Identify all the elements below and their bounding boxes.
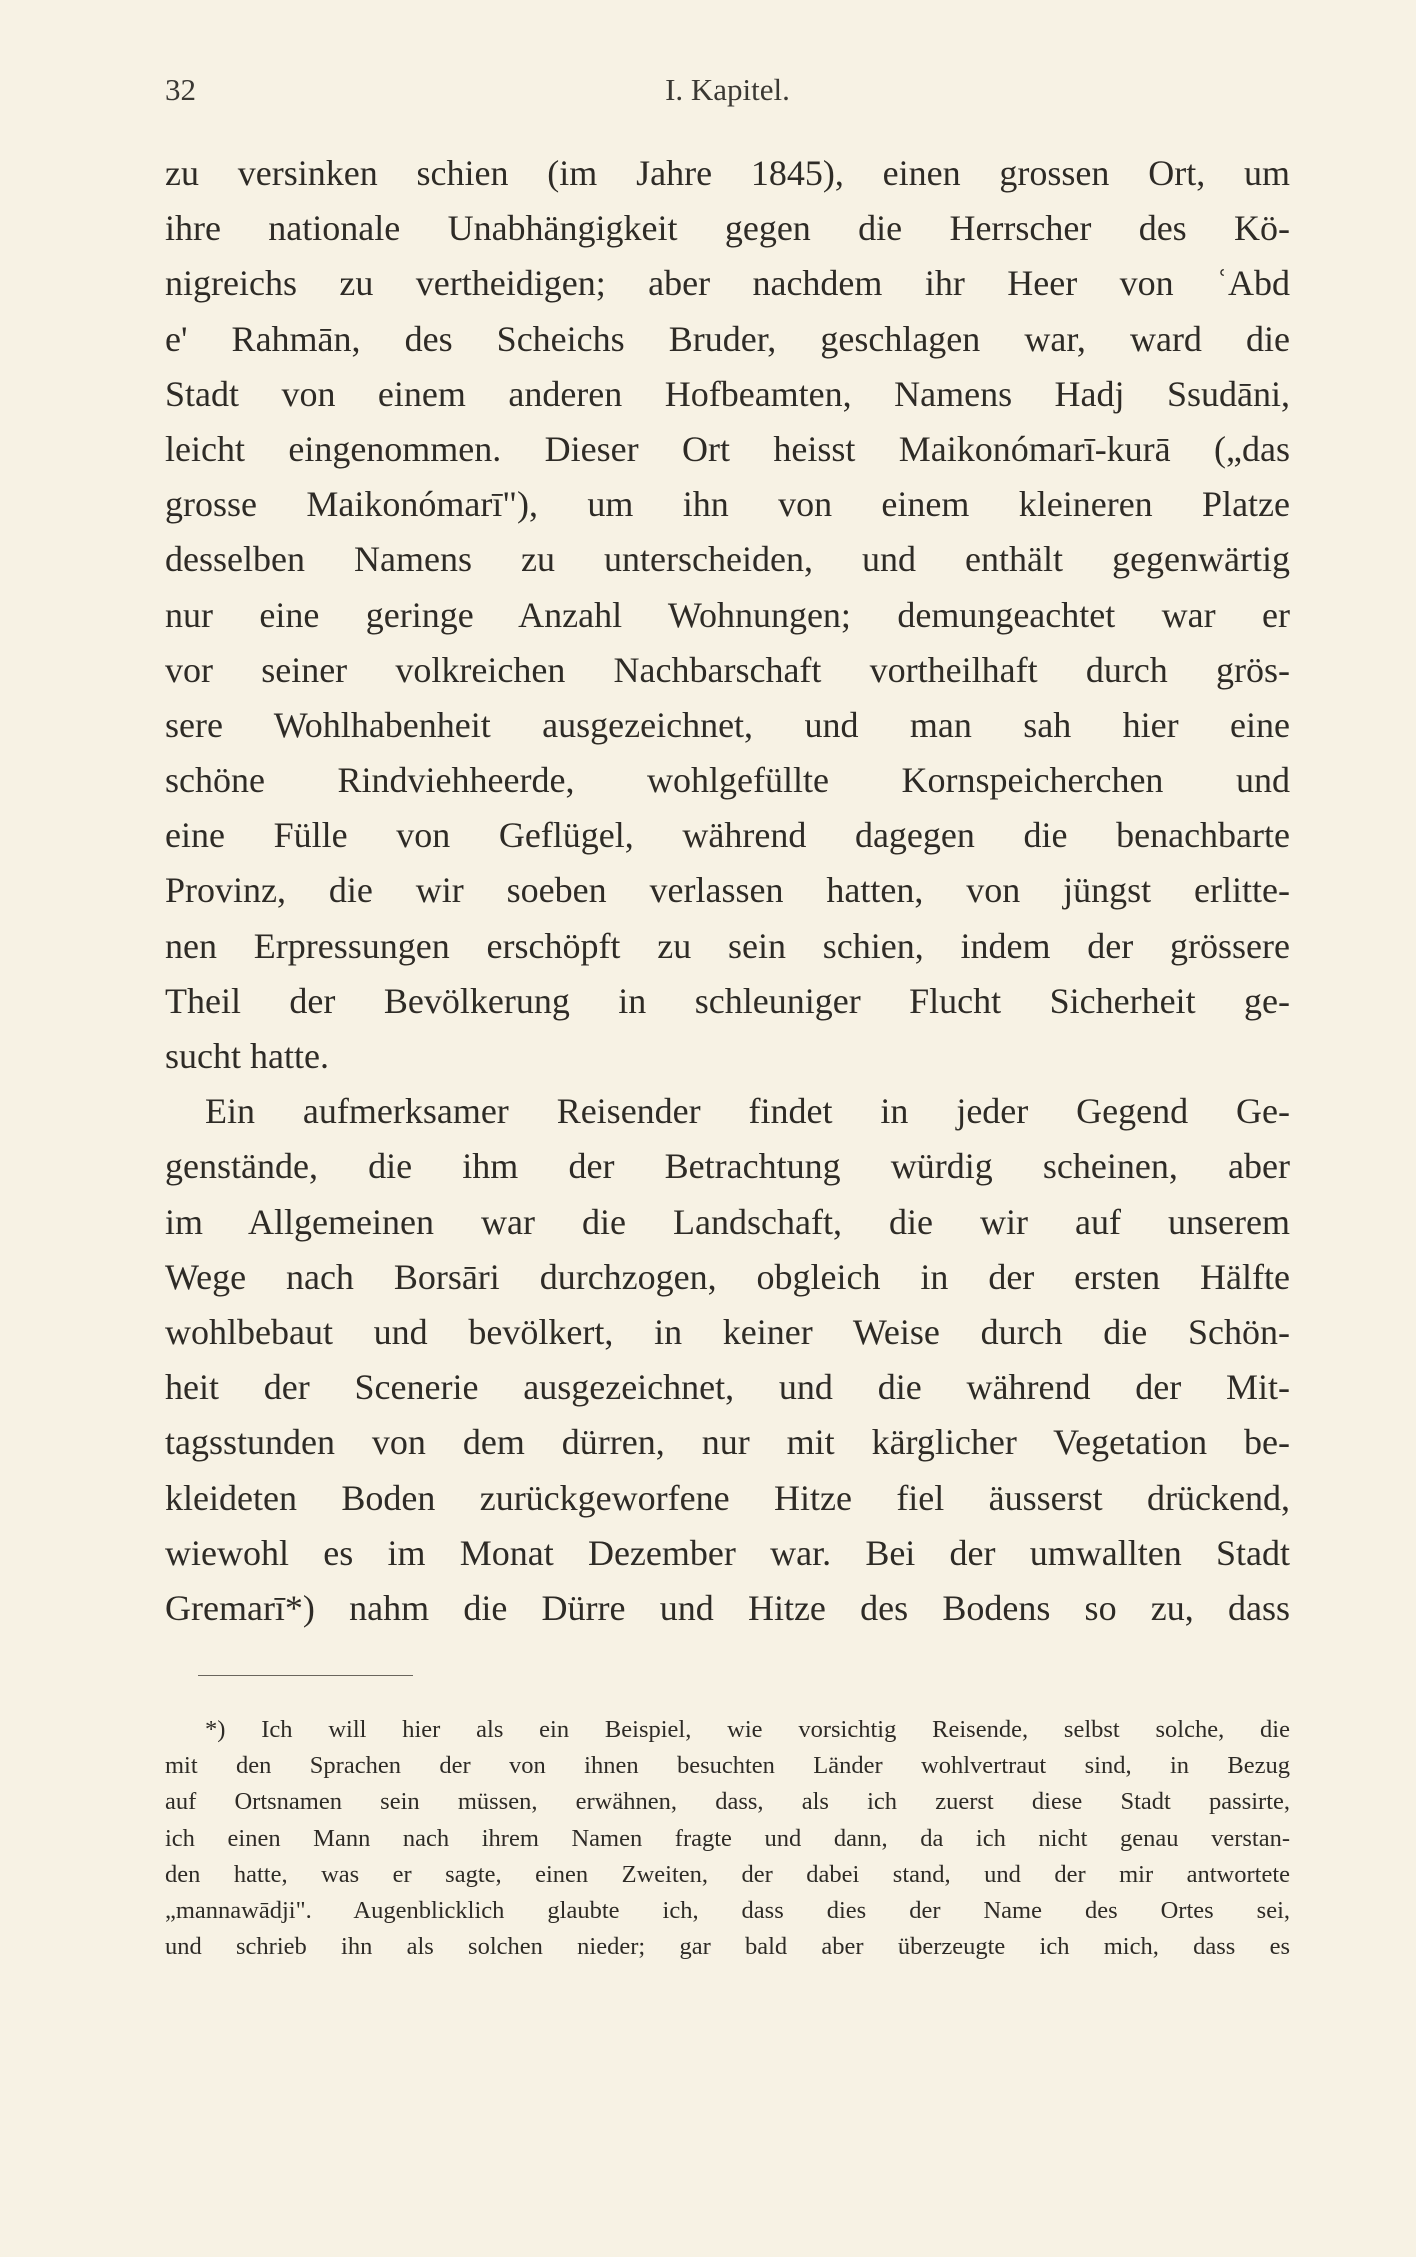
page-number: 32 [165,72,196,107]
text-line: wohlbebaut und bevölkert, in keiner Weise durch die Schön- [165,1311,1290,1352]
footnote-line: auf Ortsnamen sein müssen, erwähnen, dass, als ich zuerst diese Stadt passirte, [165,1788,1290,1816]
text-line: kleideten Boden zurückgeworfene Hitze fiel äusserst drückend, [165,1477,1290,1518]
text-line: ihre nationale Unabhängigkeit gegen die Herrscher des Kö- [165,208,1290,249]
footnote-line: und schrieb ihn als solchen nieder; gar bald aber überzeugte ich mich, dass es [165,1933,1290,1961]
footnote-line: mit den Sprachen der von ihnen besuchten Länder wohlvertraut sind, in Bezug [165,1752,1290,1780]
footnote-line: *) Ich will hier als ein Beispiel, wie vorsichtig Reisende, selbst solche, die [205,1716,1290,1743]
text-line: schöne Rindviehheerde, wohlgefüllte Kornspeicherchen und [165,760,1290,801]
text-line: nen Erpressungen erschöpft zu sein schien, indem der grössere [165,925,1290,966]
text-line: nigreichs zu vertheidigen; aber nachdem ihr Heer von ʿAbd [165,263,1290,304]
text-line: desselben Namens zu unterscheiden, und enthält gegenwärtig [165,539,1290,580]
footnote-divider [198,1675,413,1676]
text-line: sere Wohlhabenheit ausgezeichnet, und man sah hier eine [165,704,1290,745]
text-line: Theil der Bevölkerung in schleuniger Flucht Sicherheit ge- [165,980,1290,1021]
text-line: grosse Maikonómarī"), um ihn von einem kleineren Platze [165,484,1290,525]
text-line: eine Fülle von Geflügel, während dagegen die benachbarte [165,815,1290,856]
text-line: Stadt von einem anderen Hofbeamten, Namens Hadj Ssudāni, [165,373,1290,414]
text-line: heit der Scenerie ausgezeichnet, und die während der Mit- [165,1367,1290,1408]
text-line: nur eine geringe Anzahl Wohnungen; demungeachtet war er [165,594,1290,635]
footnote-line: den hatte, was er sagte, einen Zweiten, der dabei stand, und der mir antwortete [165,1860,1290,1888]
text-line: genstände, die ihm der Betrachtung würdig scheinen, aber [165,1146,1290,1187]
text-line: Wege nach Borsāri durchzogen, obgleich in der ersten Hälfte [165,1256,1290,1297]
main-text [165,146,1290,1636]
text-line: Gremarī*) nahm die Dürre und Hitze des Bodens so zu, dass [165,1587,1290,1628]
text-line: im Allgemeinen war die Landschaft, die wir auf unserem [165,1201,1290,1242]
text-line: leicht eingenommen. Dieser Ort heisst Maikonómarī-kurā („das [165,428,1290,469]
text-line: wiewohl es im Monat Dezember war. Bei der umwallten Stadt [165,1532,1290,1573]
text-line: Provinz, die wir soeben verlassen hatten, von jüngst erlitte- [165,870,1290,911]
chapter-title: I. Kapitel. [665,72,790,107]
text-line: zu versinken schien (im Jahre 1845), einen grossen Ort, um [165,153,1290,193]
text-line: e' Rahmān, des Scheichs Bruder, geschlagen war, ward die [165,318,1290,359]
text-line-paragraph-end: sucht hatte. [165,1036,329,1076]
running-head [165,72,1290,122]
footnote-line: „mannawādji". Augenblicklich glaubte ich, dass dies der Name des Ortes sei, [165,1896,1290,1924]
footnote [165,1712,1290,1965]
text-line-paragraph-start: Ein aufmerksamer Reisender findet in jeder Gegend Ge- [205,1091,1290,1132]
text-line: vor seiner volkreichen Nachbarschaft vortheilhaft durch grös- [165,649,1290,690]
footnote-line: ich einen Mann nach ihrem Namen fragte und dann, da ich nicht genau verstan- [165,1824,1290,1852]
text-line: tagsstunden von dem dürren, nur mit kärglicher Vegetation be- [165,1422,1290,1463]
